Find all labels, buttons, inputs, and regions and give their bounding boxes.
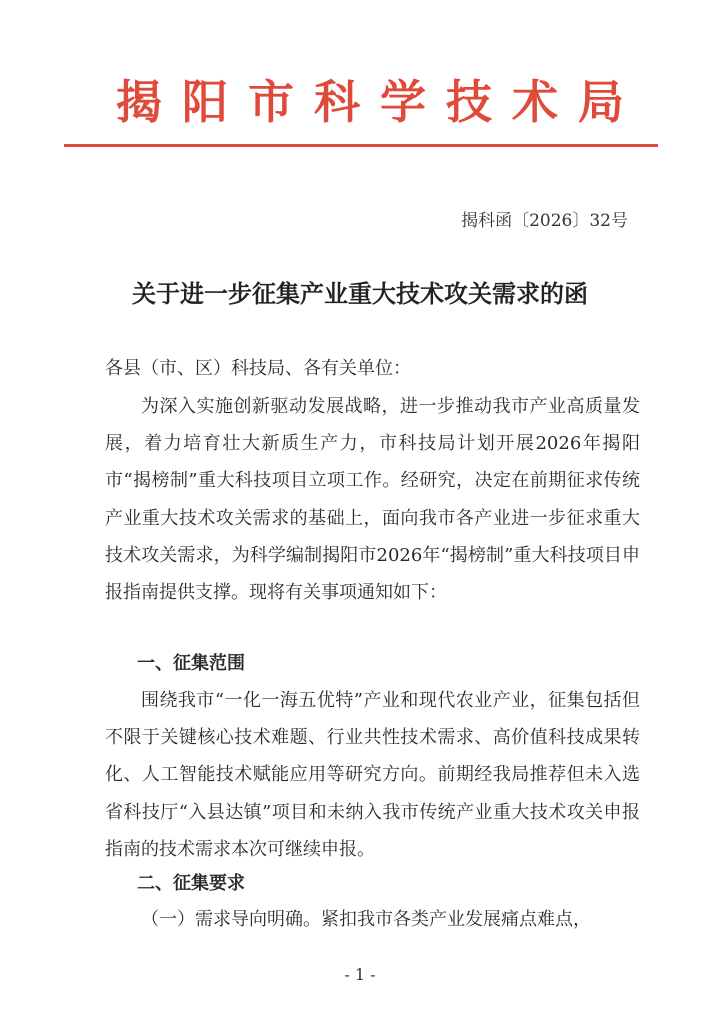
section-heading-requirements: 二、征集要求 (137, 873, 245, 894)
salutation: 各县（市、区）科技局、各有关单位： (105, 358, 411, 379)
paragraph-intro: 为深入实施创新驱动发展战略，进一步推动我市产业高质量发展，着力培育壮大新质生产力，市科技局计划开展2026年揭阳市“揭榜制”重大科技项目立项工作。经研究，决定在前期征求传统产业重大技术攻关需求的基础上，面向我市各产业进一步征求重大技术攻关需求，为科学编制揭阳市2026年“揭榜制”重大科技项目申报指南提供支撑。现将有关事项通知如下： (105, 396, 640, 604)
document-number: 揭科函〔2026〕32号 (461, 211, 628, 231)
masthead-title: 揭阳市科学技术局 (116, 75, 644, 129)
paragraph-scope: 围绕我市“一化一海五优特”产业和现代农业产业，征集包括但不限于关键核心技术难题、行业共性技术需求、高价值科技成果转化、人工智能技术赋能应用等研究方向。前期经我局推荐但未入选省科技厅“入县达镇”项目和未纳入我市传统产业重大技术攻关申报指南的技术需求本次可继续申报。 (105, 690, 640, 860)
section-heading-scope: 一、征集范围 (137, 653, 245, 674)
paragraph-requirements: （一）需求导向明确。紧扣我市各类产业发展痛点难点， (141, 909, 591, 930)
red-divider (64, 144, 658, 147)
page-number: - 1 - (344, 965, 376, 984)
document-title: 关于进一步征集产业重大技术攻关需求的函 (132, 279, 588, 308)
